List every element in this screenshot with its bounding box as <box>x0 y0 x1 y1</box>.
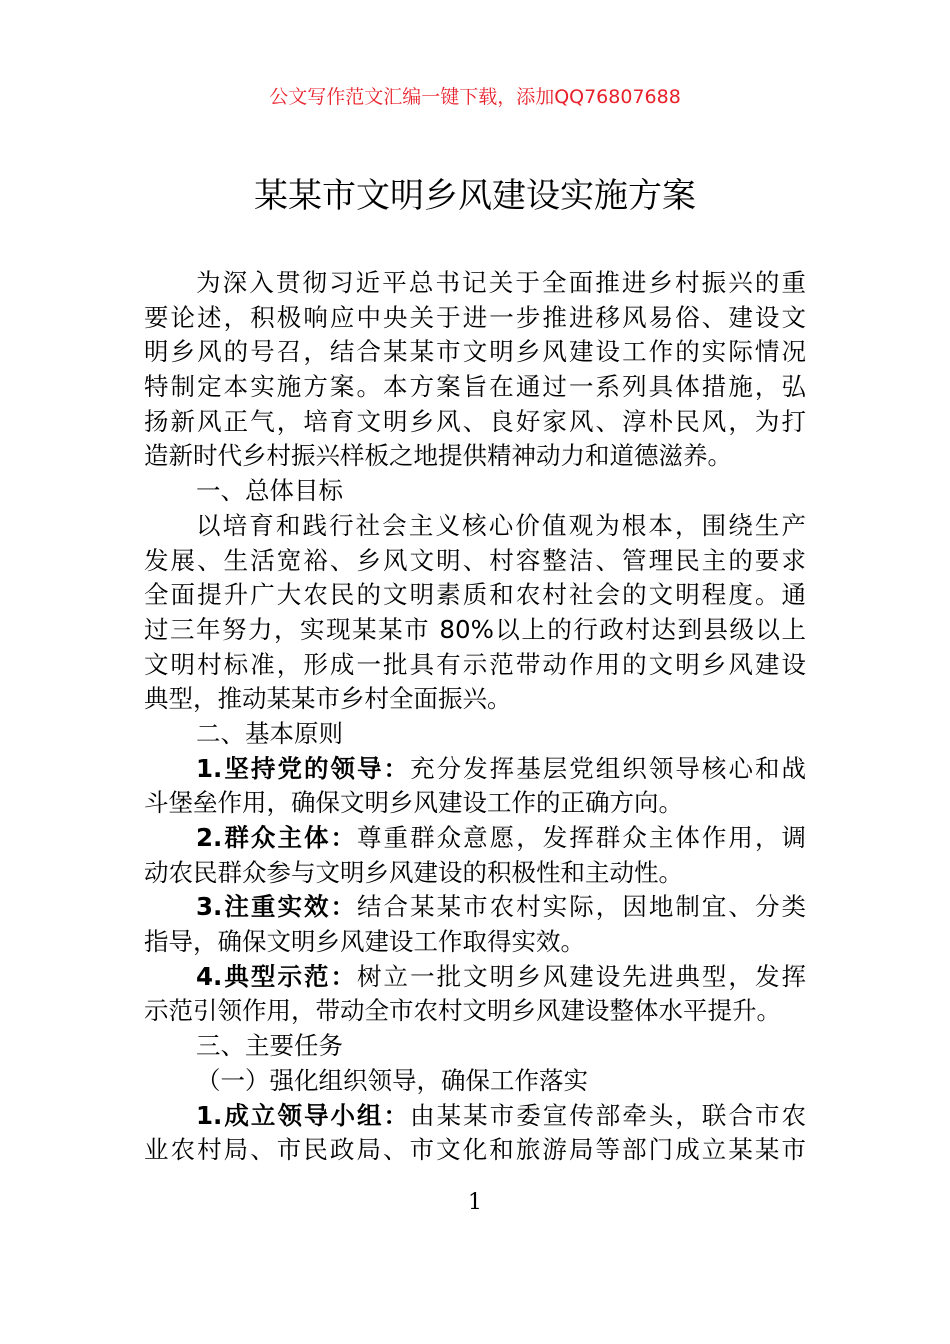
line-text: 全面提升广大农民的文明素质和农村社会的文明程度。通 <box>144 580 806 610</box>
line-text: 典型，推动某某市乡村全面振兴。 <box>144 684 512 714</box>
text-line <box>144 960 806 995</box>
line-text: 特制定本实施方案。本方案旨在通过一系列具体措施，弘 <box>144 372 806 402</box>
document-title: 某某市文明乡风建设实施方案 <box>254 176 696 216</box>
text-line <box>144 1064 806 1099</box>
bold-lead: 3.注重实效： <box>196 892 358 922</box>
bold-lead: 4.典型示范： <box>196 961 358 991</box>
line-text: 业农村局、市民政局、市文化和旅游局等部门成立某某市 <box>144 1135 806 1165</box>
bold-lead: 1.成立领导小组： <box>196 1100 411 1130</box>
text-line <box>144 1133 806 1168</box>
document-body <box>144 266 806 1168</box>
text-line <box>144 1099 806 1134</box>
text-line <box>144 578 806 613</box>
line-text: 一、总体目标 <box>196 476 343 506</box>
line-text: 为深入贯彻习近平总书记关于全面推进乡村振兴的重 <box>196 268 806 297</box>
text-line <box>144 994 806 1029</box>
text-line <box>144 682 806 717</box>
text-line <box>144 474 806 509</box>
text-line <box>144 1029 806 1064</box>
line-text: 动农民群众参与文明乡风建设的积极性和主动性。 <box>144 857 683 887</box>
text-line <box>144 301 806 336</box>
text-line <box>144 925 806 960</box>
text-line <box>144 752 806 787</box>
line-text: 扬新风正气，培育文明乡风、良好家风、淳朴民风，为打 <box>144 406 806 436</box>
line-text: 文明村标准，形成一批具有示范带动作用的文明乡风建设 <box>144 649 806 679</box>
line-text: 示范引领作用，带动全市农村文明乡风建设整体水平提升。 <box>144 996 781 1026</box>
line-text: 结合某某市农村实际，因地制宜、分类 <box>357 892 806 922</box>
text-line <box>144 717 806 752</box>
line-text: 树立一批文明乡风建设先进典型，发挥 <box>357 961 806 991</box>
text-line <box>144 266 806 301</box>
text-line <box>144 509 806 544</box>
text-line <box>144 370 806 405</box>
line-text: 由某某市委宣传部牵头，联合市农 <box>410 1100 806 1130</box>
text-line <box>144 648 806 683</box>
page-number: 1 <box>468 1190 482 1215</box>
text-line <box>144 890 806 925</box>
line-text: 充分发挥基层党组织领导核心和战 <box>410 753 806 783</box>
line-text: 三、主要任务 <box>196 1031 343 1061</box>
line-text: 以培育和践行社会主义核心价值观为根本，围绕生产 <box>196 510 806 540</box>
line-text: 明乡风的号召，结合某某市文明乡风建设工作的实际情况 <box>144 337 806 367</box>
download-notice: 公文写作范文汇编一键下载，添加QQ76807688 <box>269 86 681 108</box>
bold-lead: 1.坚持党的领导： <box>196 753 411 783</box>
line-text: 要论述，积极响应中央关于进一步推进移风易俗、建设文 <box>144 302 806 332</box>
text-line <box>144 439 806 474</box>
text-line <box>144 821 806 856</box>
line-text: 斗堡垒作用，确保文明乡风建设工作的正确方向。 <box>144 788 683 818</box>
text-line <box>144 405 806 440</box>
text-line <box>144 613 806 648</box>
line-text: 发展、生活宽裕、乡风文明、村容整洁、管理民主的要求 <box>144 545 806 575</box>
text-line <box>144 856 806 891</box>
text-line <box>144 544 806 579</box>
line-text: 过三年努力，实现某某市 80%以上的行政村达到县级以上 <box>144 614 806 644</box>
bold-lead: 2.群众主体： <box>196 823 358 852</box>
line-text: （一）强化组织领导，确保工作落实 <box>196 1065 588 1095</box>
line-text: 指导，确保文明乡风建设工作取得实效。 <box>144 927 585 957</box>
line-text: 二、基本原则 <box>196 718 343 748</box>
text-line <box>144 335 806 370</box>
line-text: 造新时代乡村振兴样板之地提供精神动力和道德滋养。 <box>144 441 732 471</box>
text-line <box>144 786 806 821</box>
line-text: 尊重群众意愿，发挥群众主体作用，调 <box>357 823 806 852</box>
